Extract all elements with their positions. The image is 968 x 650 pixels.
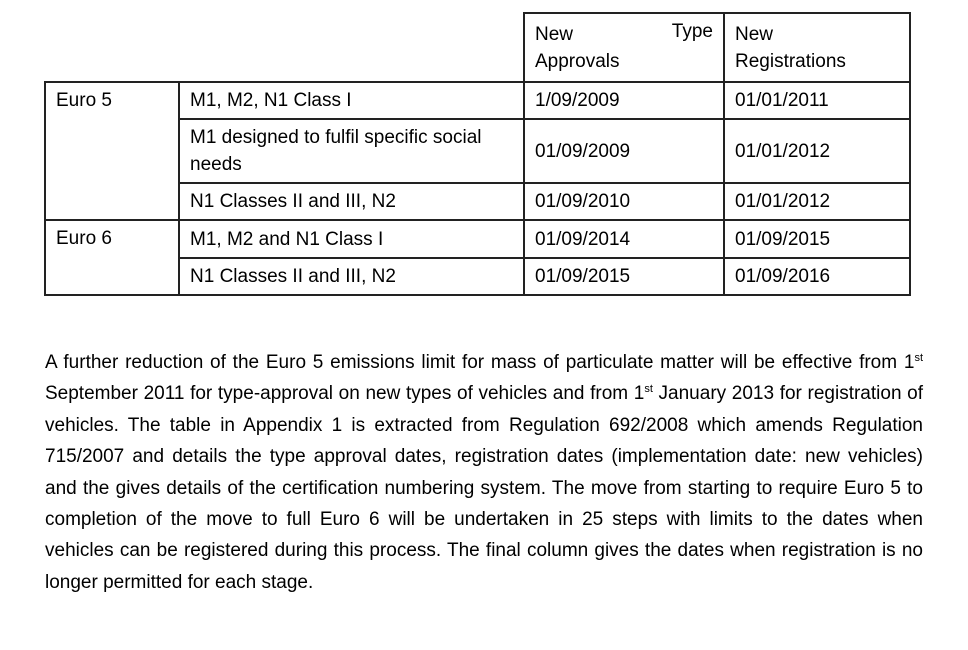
- explanatory-paragraph: [45, 347, 923, 598]
- header-approvals-type: Type: [671, 21, 713, 42]
- header-registrations-new: New: [735, 23, 774, 45]
- registrations-date-cell: 01/01/2011: [724, 82, 910, 119]
- registrations-date-cell: 01/01/2012: [724, 119, 910, 183]
- ordinal-suffix: st: [914, 352, 923, 364]
- euro-emissions-table: [44, 12, 911, 296]
- table-row: [45, 220, 910, 258]
- header-approvals-new: New: [535, 23, 574, 45]
- registrations-date-cell: 01/01/2012: [724, 183, 910, 220]
- table-header-blank: [45, 13, 524, 82]
- table-row: [45, 82, 910, 119]
- paragraph-text-2: September 2011 for type-approval on new types of vehicles and from 1: [45, 383, 645, 405]
- approvals-date-cell: 1/09/2009: [524, 82, 724, 119]
- approvals-date-cell: 01/09/2010: [524, 183, 724, 220]
- approvals-date-cell: 01/09/2015: [524, 258, 724, 295]
- registrations-date-cell: 01/09/2015: [724, 220, 910, 258]
- ordinal-suffix: st: [644, 383, 653, 396]
- table-header-row: [45, 13, 910, 82]
- category-cell: M1, M2, N1 Class I: [179, 82, 524, 119]
- registrations-date-cell: 01/09/2016: [724, 258, 910, 295]
- header-registrations-label: Registrations: [735, 50, 846, 72]
- paragraph-text-3: January 2013 for registration of vehicles. The table in Appendix 1 is extracted from Regulation 692/2008 which amends Regulation 715/2007 and details the type approval dates, registration dates (implementation date: new vehicles) and the gives details of the certification numbering system. The move from starting to require Euro 5 to completion of the move to full Euro 6 will be undertaken in 25 steps with limits to the dates when vehicles can be registered during this process. The final column gives the dates when registration is no longer permitted for each stage.: [45, 383, 923, 593]
- approvals-date-cell: 01/09/2009: [524, 119, 724, 183]
- header-approvals-label: Approvals: [535, 50, 620, 72]
- category-cell: N1 Classes II and III, N2: [179, 183, 524, 220]
- category-cell: M1, M2 and N1 Class I: [179, 220, 524, 258]
- header-new-registrations: [724, 13, 910, 82]
- header-new-type-approvals: [524, 13, 724, 82]
- category-cell: N1 Classes II and III, N2: [179, 258, 524, 295]
- paragraph-text-1: A further reduction of the Euro 5 emissions limit for mass of particulate matter will be effective from 1: [45, 352, 915, 373]
- category-cell: M1 designed to fulfil specific social needs: [179, 119, 524, 183]
- approvals-date-cell: 01/09/2014: [524, 220, 724, 258]
- stage-cell-euro6: Euro 6: [45, 220, 179, 295]
- stage-cell-euro5: Euro 5: [45, 82, 179, 220]
